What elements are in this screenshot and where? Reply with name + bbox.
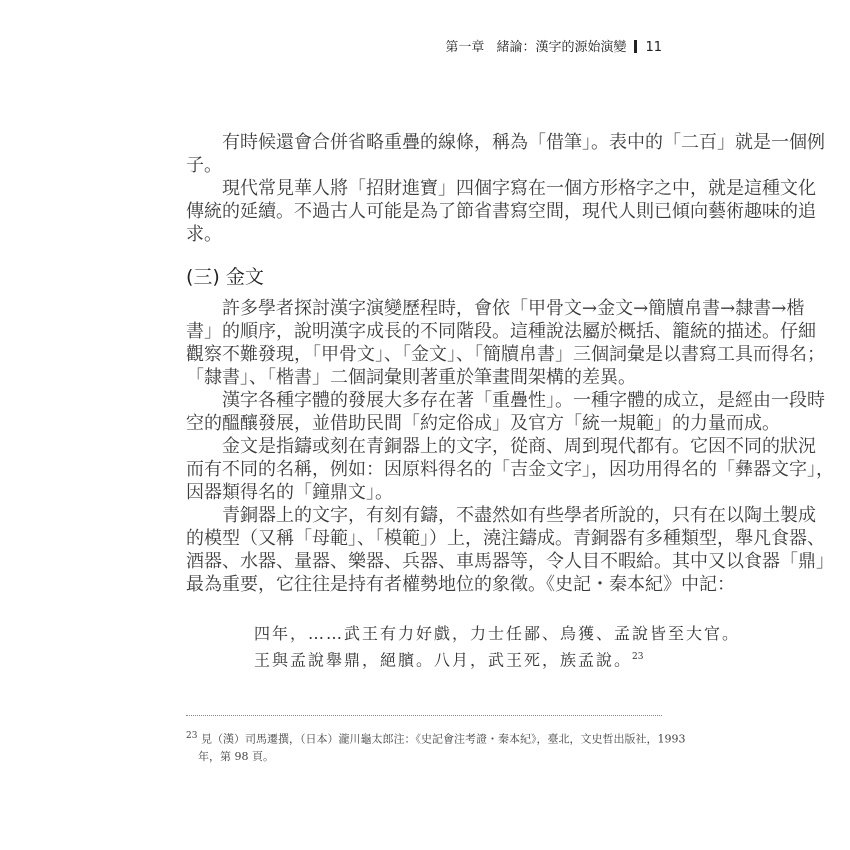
paragraph-line: 觀察不難發現，「甲骨文」、「金文」、「簡牘帛書」三個詞彙是以書寫工具而得名； xyxy=(186,344,825,365)
footnote-line xyxy=(186,729,685,747)
header-divider xyxy=(634,40,637,53)
footnote-text: 見（漢）司馬遷撰，（日本）瀧川龜太郎注：《史記會注考證・秦本紀》，臺北，文史哲出版社，1993 xyxy=(200,732,686,746)
paragraph-line: 漢字各種字體的發展大多存在著「重疊性」。一種字體的成立，是經由一段時 xyxy=(222,390,825,411)
paragraph-line: 求。 xyxy=(186,224,222,245)
paragraph-line: 青銅器上的文字，有刻有鑄，不盡然如有些學者所說的，只有在以陶土製成 xyxy=(222,505,816,526)
paragraph-line: 金文是指鑄或刻在青銅器上的文字，從商、周到現代都有。它因不同的狀況 xyxy=(222,436,816,457)
paragraph-line: 「隸書」、「楷書」二個詞彙則著重於筆畫間架構的差異。 xyxy=(186,367,636,388)
footnote-number: 23 xyxy=(186,731,198,741)
paragraph-line: 現代常見華人將「招財進寶」四個字寫在一個方形格字之中，就是這種文化 xyxy=(222,178,816,199)
paragraph-line: 許多學者探討漢字演變歷程時，會依「甲骨文→金文→簡牘帛書→隸書→楷 xyxy=(222,298,805,319)
paragraph-line: 酒器、水器、量器、樂器、兵器、車馬器等，令人目不暇給。其中又以食器「鼎」 xyxy=(186,551,834,572)
paragraph-line: 空的醞釀發展，並借助民間「約定俗成」及官方「統一規範」的力量而成。 xyxy=(186,413,780,434)
paragraph-line: 因器類得名的「鐘鼎文」。 xyxy=(186,482,393,503)
page-number: 11 xyxy=(645,40,662,55)
block-quote-line xyxy=(254,647,643,670)
chapter-title: 緒論：漢字的源始演變 xyxy=(496,40,627,55)
running-header xyxy=(440,36,662,55)
block-quote-line: 四年，……武王有力好戲，力士任鄙、烏獲、孟說皆至大官。 xyxy=(254,624,741,643)
section-heading: (三) 金文 xyxy=(186,266,264,288)
footnote-reference[interactable]: 23 xyxy=(632,652,644,662)
chapter-label: 第一章 xyxy=(445,40,485,55)
paragraph-line: 的模型（又稱「母範」、「模範」）上，澆注鑄成。青銅器有多種類型，舉凡食器、 xyxy=(186,528,825,549)
paragraph-line: 有時候還會合併省略重疊的線條，稱為「借筆」。表中的「二百」就是一個例 xyxy=(222,132,825,153)
footnote-line: 年，第 98 頁。 xyxy=(198,750,274,763)
footnote-divider xyxy=(186,715,662,716)
paragraph-line: 傳統的延續。不過古人可能是為了節省書寫空間，現代人則已傾向藝術趣味的追 xyxy=(186,201,816,222)
paragraph-line: 書」的順序，說明漢字成長的不同階段。這種說法屬於概括、籠統的描述。仔細 xyxy=(186,321,816,342)
quote-text: 王與孟說舉鼎，絕臏。八月，武王死，族孟說。 xyxy=(254,650,633,670)
paragraph-line: 子。 xyxy=(186,155,222,176)
paragraph-line: 最為重要，它往往是持有者權勢地位的象徵。《史記・秦本紀》中記： xyxy=(186,574,735,595)
paragraph-line: 而有不同的名稱，例如：因原料得名的「吉金文字」，因功用得名的「彝器文字」， xyxy=(186,459,834,480)
